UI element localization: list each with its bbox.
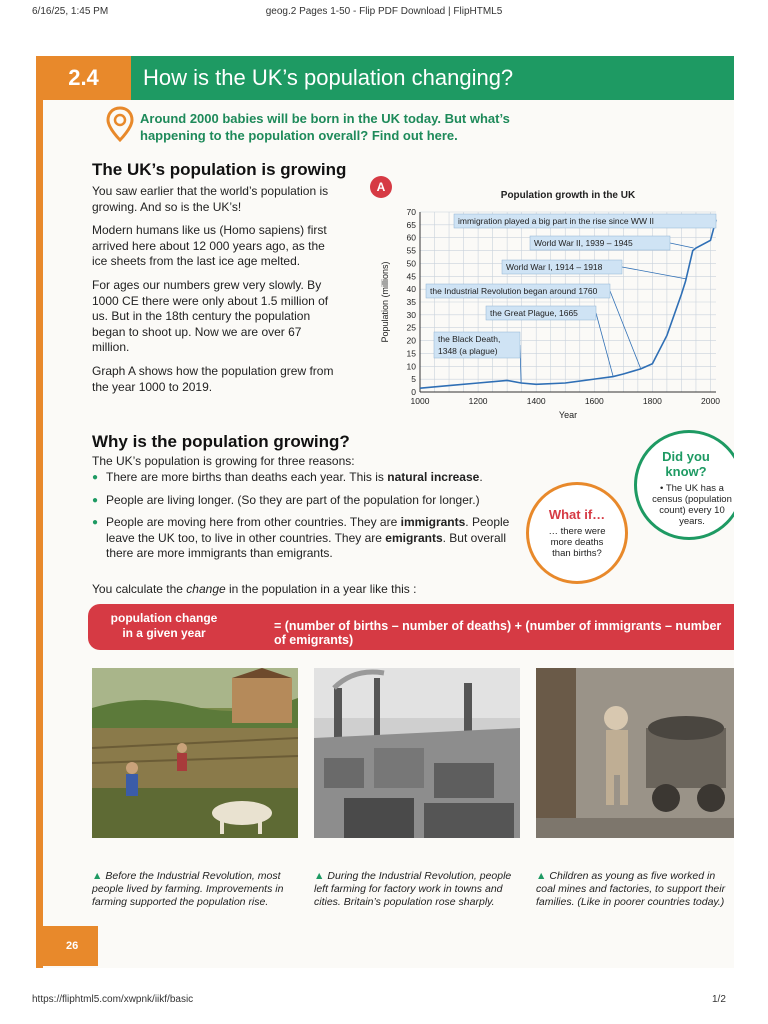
y-tick-label: 25 <box>406 322 416 333</box>
y-tick-label: 40 <box>406 284 416 295</box>
caption-3 <box>536 870 734 909</box>
key-term: emigrants <box>385 530 443 545</box>
triangle-icon: ▲ <box>314 870 325 882</box>
page-number: 26 <box>36 926 98 966</box>
print-page-count: 1/2 <box>712 994 726 1005</box>
list-item <box>92 493 512 509</box>
paragraph-4: Graph A shows how the population grew from the year 1000 to 2019. <box>92 363 334 394</box>
y-tick-label: 5 <box>411 374 416 385</box>
section-heading-growing: The UK’s population is growing <box>92 160 347 179</box>
y-tick-label: 10 <box>406 361 416 372</box>
location-pin-icon <box>106 106 134 142</box>
paragraph-2: Modern humans like us (Homo sapiens) first arrived here about 12 000 years ago, as the ice sheets from the last ice age melted. <box>92 223 327 269</box>
did-you-know-callout <box>634 430 734 540</box>
triangle-icon: ▲ <box>92 870 103 882</box>
caption-text: Children as young as five worked in coal mines and factories, to support their families. (Like in poorer countries today.) <box>536 870 726 908</box>
formula-equation: = (number of births – number of deaths) + (number of immigrants – number of emigrants) <box>274 619 722 647</box>
what-if-title: What if… <box>548 507 606 522</box>
y-tick-label: 55 <box>406 245 416 256</box>
population-chart <box>376 182 734 432</box>
browser-tab-title: geog.2 Pages 1-50 - Flip PDF Download | FlipHTML5 <box>265 6 503 17</box>
y-tick-label: 65 <box>406 219 416 230</box>
bullet-text: . <box>479 470 483 484</box>
x-axis-label: Year <box>558 410 578 420</box>
child-mine-engraving <box>536 668 734 838</box>
bullet-text: People are living longer. (So they are part of the population for longer.) <box>106 492 480 507</box>
what-if-callout <box>526 482 628 584</box>
farming-illustration <box>92 668 298 838</box>
formula-bar <box>88 604 734 650</box>
annotation-text: 1348 (a plague) <box>438 346 498 356</box>
caption-text: During the Industrial Revolution, people left farming for factory work in towns and cities. Britain’s population rose sharply. <box>314 870 512 908</box>
did-you-know-title: Did you know? <box>662 449 710 479</box>
chart-title: Population growth in the UK <box>500 190 636 201</box>
x-tick-label: 1200 <box>468 396 488 406</box>
x-tick-label: 1800 <box>642 396 662 406</box>
paragraph-1: You saw earlier that the world’s population is growing. And so is the UK’s! <box>92 184 329 214</box>
caption-1 <box>92 870 298 909</box>
annotation-leader <box>610 291 641 369</box>
caption-2 <box>314 870 520 909</box>
paragraph-3: For ages our numbers grew very slowly. By 1000 CE there were only about 1.5 million of us. But in the 18th century the population began to shoot up. Now we are over 67 million. <box>92 277 329 355</box>
x-tick-label: 1000 <box>410 396 430 406</box>
industrial-city-engraving <box>314 668 520 838</box>
x-tick-label: 1600 <box>584 396 604 406</box>
y-tick-label: 0 <box>411 387 416 397</box>
section2-lead: The UK’s population is growing for three reasons: <box>92 454 355 468</box>
section-heading-why: Why is the population growing? <box>92 432 350 451</box>
section-number: 2.4 <box>36 56 131 100</box>
x-tick-label: 2000 <box>701 396 720 406</box>
x-tick-label: 1400 <box>526 396 546 406</box>
y-tick-label: 60 <box>406 232 416 243</box>
list-item <box>92 470 512 486</box>
y-tick-label: 30 <box>406 309 416 320</box>
caption-text: Before the Industrial Revolution, most people lived by farming. Improvements in farming supported the population rise. <box>92 870 284 908</box>
page-url[interactable]: https://fliphtml5.com/xwpnk/iikf/basic <box>32 994 194 1005</box>
calc-intro <box>92 582 512 598</box>
key-term: immigrants <box>400 515 466 530</box>
triangle-icon: ▲ <box>536 870 547 882</box>
page-edge-bar <box>36 56 43 968</box>
bullet-text: . But overall there are more immigrants than emigrants. <box>106 530 506 561</box>
section-title: How is the UK’s population changing? <box>131 56 734 100</box>
browser-datetime: 6/16/25, 1:45 PM <box>32 6 109 17</box>
y-tick-label: 15 <box>406 348 416 359</box>
what-if-text: … there were more deaths than births? <box>548 526 606 559</box>
y-axis-label: Population (millions) <box>380 261 390 343</box>
bullet-text: . People leave the UK too, to live in other countries. They are <box>106 515 510 545</box>
annotation-text: the Black Death, <box>438 334 501 344</box>
calc-emphasis: change <box>186 582 226 596</box>
bullet-text: There are more births than deaths each year. This is <box>106 470 388 484</box>
reasons-list <box>92 470 512 569</box>
annotation-leader <box>596 313 613 377</box>
annotation-leader <box>670 243 694 248</box>
annotation-text: the Industrial Revolution began around 1760 <box>430 286 598 296</box>
did-you-know-text: • The UK has a census (population count) every 10 years. <box>652 483 732 527</box>
y-tick-label: 70 <box>406 207 416 217</box>
intro-text: Around 2000 babies will be born in the UK today. But what’s happening to the population overall? Find out here. <box>140 111 510 143</box>
y-tick-label: 45 <box>406 271 416 282</box>
graph-badge: A <box>370 176 392 198</box>
bullet-text: People are moving here from other countries. They are <box>106 515 401 530</box>
y-tick-label: 35 <box>406 297 416 307</box>
annotation-text: World War I, 1914 – 1918 <box>506 262 603 272</box>
section1-body <box>92 184 342 403</box>
annotation-leader <box>622 267 686 279</box>
key-term: natural increase <box>387 470 480 484</box>
textbook-page <box>36 56 734 968</box>
y-tick-label: 50 <box>406 258 416 269</box>
annotation-text: World War II, 1939 – 1945 <box>534 238 633 248</box>
formula-label: population change in a given year <box>110 611 218 640</box>
annotation-text: the Great Plague, 1665 <box>490 308 578 318</box>
annotation-text: immigration played a big part in the rise since WW II <box>458 216 655 226</box>
calc-text: You calculate the <box>92 582 187 596</box>
calc-text: in the population in a year like this : <box>225 582 417 596</box>
list-item <box>92 515 512 562</box>
y-tick-label: 20 <box>406 335 416 346</box>
